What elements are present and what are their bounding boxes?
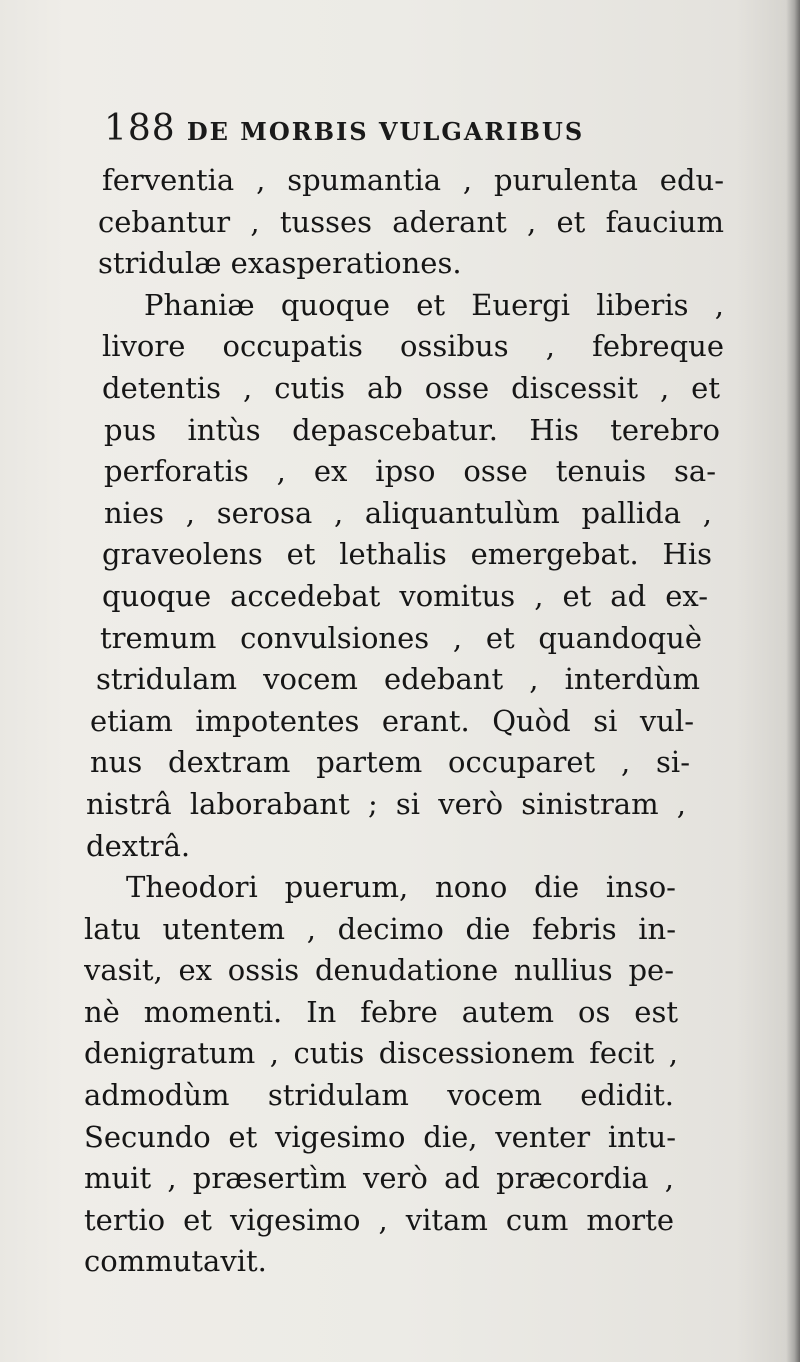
text-line: graveolens et lethalis emergebat. His xyxy=(102,537,712,572)
text-line: stridulæ exasperationes. xyxy=(98,246,462,281)
text-line: nies , serosa , aliquantulùm pallida , xyxy=(104,495,712,530)
text-line: perforatis , ex ipso osse tenuis sa- xyxy=(104,454,716,489)
text-line: cebantur , tusses aderant , et faucium xyxy=(98,204,724,239)
text-line: commutavit. xyxy=(84,1244,267,1279)
text-line: muit , præsertìm verò ad præcordia , xyxy=(84,1161,674,1196)
text-line: admodùm stridulam vocem edidit. xyxy=(84,1078,674,1113)
page-fold-shadow xyxy=(786,0,800,1362)
text-line: tremum convulsiones , et quandoquè xyxy=(100,620,702,655)
text-line: denigratum , cutis discessionem fecit , xyxy=(84,1036,678,1071)
text-line: tertio et vigesimo , vitam cum morte xyxy=(84,1202,674,1237)
text-line: etiam impotentes erant. Quòd si vul- xyxy=(90,703,694,738)
text-line: vasit, ex ossis denudatione nullius pe- xyxy=(84,953,674,988)
text-line: stridulam vocem edebant , interdùm xyxy=(96,662,700,697)
text-line: latu utentem , decimo die febris in- xyxy=(84,911,676,946)
text-line: nistrâ laborabant ; si verò sinistram , xyxy=(86,786,686,821)
page-number: 188 xyxy=(104,108,176,149)
text-line: ferventia , spumantia , purulenta edu- xyxy=(102,163,724,197)
text-line: quoque accedebat vomitus , et ad ex- xyxy=(102,578,708,613)
running-title: DE MORBIS VULGARIBUS xyxy=(186,117,585,146)
text-line: pus intùs depascebatur. His terebro xyxy=(104,412,720,447)
page-header xyxy=(104,108,704,149)
text-line: Theodori puerum, nono die inso- xyxy=(126,870,676,905)
text-line: dextrâ. xyxy=(86,828,191,863)
text-line: livore occupatis ossibus , febreque xyxy=(102,329,724,364)
body-text xyxy=(84,160,724,1283)
text-line: Phaniæ quoque et Euergi liberis , xyxy=(144,287,724,322)
text-line: nè momenti. In febre autem os est xyxy=(84,994,678,1029)
text-line: detentis , cutis ab osse discessit , et xyxy=(102,370,720,405)
text-line: Secundo et vigesimo die, venter intu- xyxy=(84,1119,676,1154)
text-line: nus dextram partem occuparet , si- xyxy=(90,745,690,780)
